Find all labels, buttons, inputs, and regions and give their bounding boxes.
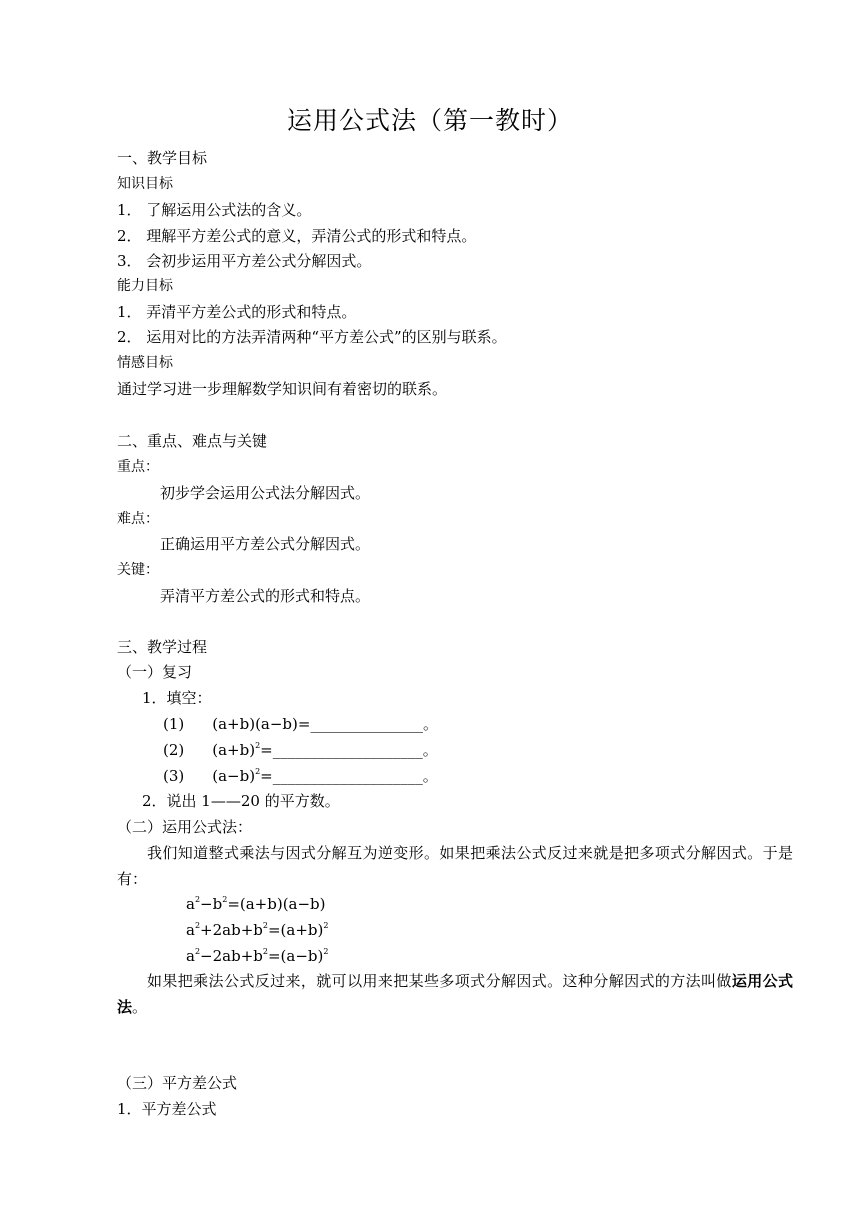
ability-item-2: 2． 运用对比的方法弄清两种“平方差公式”的区别与联系。 — [117, 328, 507, 346]
blank-number: (1) — [163, 715, 185, 733]
formula-method-paragraph-2: 如果把乘法公式反过来，就可以用来把某些多项式分解因式。这种分解因式的方法叫做运用公式法。 — [117, 972, 793, 1016]
crux-label: 关键： — [117, 562, 159, 578]
knowledge-item-2: 2． 理解平方差公式的意义，弄清公式的形式和特点。 — [117, 227, 477, 245]
difference-of-squares-label: （三）平方差公式 — [117, 1074, 238, 1092]
blank-expression: (a−b) — [212, 767, 256, 785]
formula-square-of-sum: $a^2+2ab+b^2=(a+b)^2$ — [186, 921, 329, 939]
blank-line: ____________________ — [272, 741, 423, 759]
blank-row-2: (2) $(a+b)^2=\_\_\_\_\_\_\_\_\_\_\_\_\_\_\_\_\_\_\_\_$。 — [163, 741, 438, 759]
difficulty-label: 难点： — [117, 511, 159, 527]
section-heading-objectives: 一、教学目标 — [117, 149, 208, 167]
blank-line: ____________________ — [272, 767, 423, 785]
blank-number: (2) — [163, 741, 185, 759]
page-title: 运用公式法（第一教时） — [286, 106, 573, 135]
term-formula-method: 运用公式法 — [117, 972, 793, 1016]
emotion-objective-text: 通过学习进一步理解数学知识间有着密切的联系。 — [117, 380, 448, 398]
blank-number: (3) — [163, 767, 185, 785]
knowledge-objective-label: 知识目标 — [117, 176, 173, 192]
formula-method-paragraph-1: 我们知道整式乘法与因式分解互为逆变形。如果把乘法公式反过来就是把多项式分解因式。于是有： — [117, 844, 793, 888]
key-point-text: 初步学会运用公式法分解因式。 — [160, 484, 371, 502]
difficulty-text: 正确运用平方差公式分解因式。 — [160, 535, 371, 553]
blank-row-3: (3) $(a-b)^2=\_\_\_\_\_\_\_\_\_\_\_\_\_\_\_\_\_\_\_\_$。 — [163, 767, 438, 785]
formula-method-label: （二）运用公式法： — [117, 818, 253, 836]
review-question-2: 2．说出 1——20 的平方数。 — [142, 792, 340, 810]
blank-row-1: (1) (a+b)(a−b)=_______________。 — [163, 715, 438, 733]
difference-of-squares-item-1: 1．平方差公式 — [117, 1100, 217, 1118]
blank-expression: (a+b) — [212, 741, 256, 759]
knowledge-item-3: 3． 会初步运用平方差公式分解因式。 — [117, 252, 372, 270]
blank-expression: (a+b)(a−b)= — [212, 715, 311, 733]
crux-text: 弄清平方差公式的形式和特点。 — [160, 587, 371, 605]
section-heading-key-points: 二、重点、难点与关键 — [117, 432, 268, 450]
review-question-1: 1．填空： — [142, 689, 212, 707]
formula-difference-of-squares: $a^2-b^2=(a+b)(a-b)$ — [186, 895, 326, 913]
ability-item-1: 1． 弄清平方差公式的形式和特点。 — [117, 303, 357, 321]
blank-line: _______________ — [310, 715, 423, 733]
review-label: （一）复习 — [117, 663, 193, 681]
key-point-label: 重点： — [117, 459, 159, 475]
section-heading-process: 三、教学过程 — [117, 638, 208, 656]
knowledge-item-1: 1． 了解运用公式法的含义。 — [117, 201, 312, 219]
emotion-objective-label: 情感目标 — [117, 355, 173, 371]
ability-objective-label: 能力目标 — [117, 278, 173, 294]
formula-square-of-difference: $a^2-2ab+b^2=(a-b)^2$ — [186, 947, 329, 965]
